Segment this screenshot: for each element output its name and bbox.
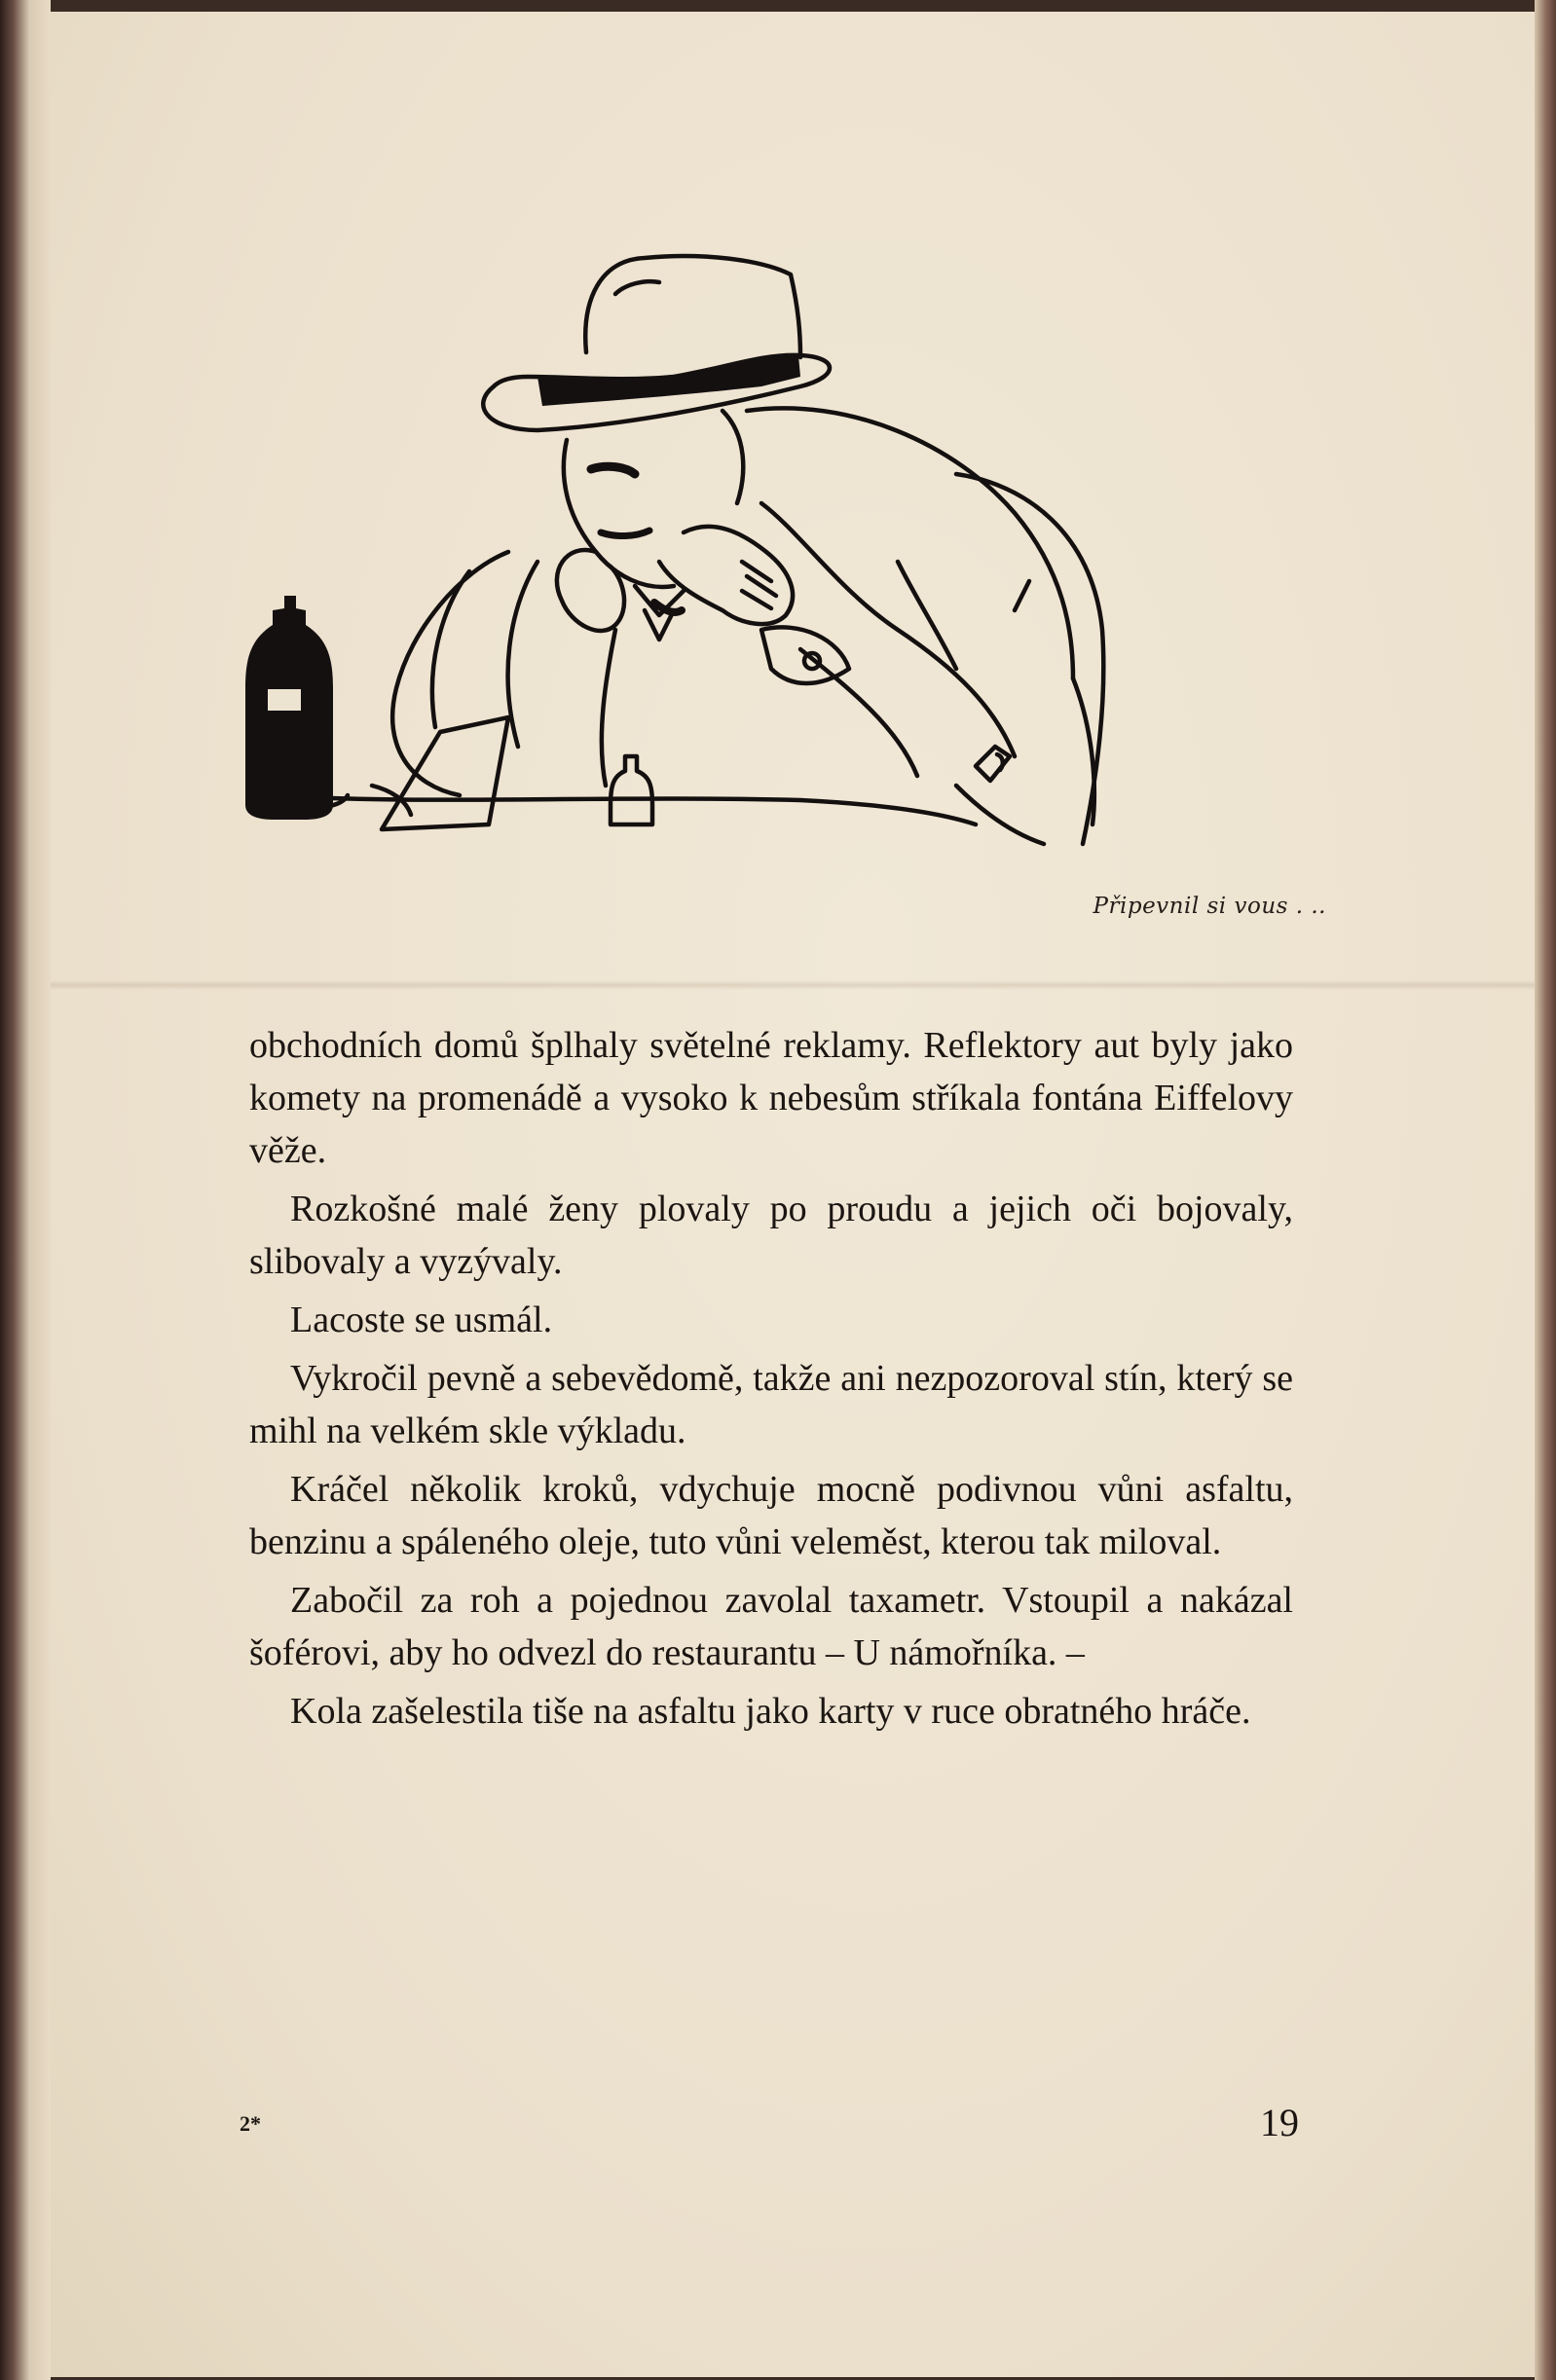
paragraph: obchodních domů šplhaly světelné reklamy. Reflektory aut byly jako komety na promenádě a vysoko k nebesům stříkala fontána Eiffelovy věže.	[249, 1025, 1293, 1171]
paragraph: Kráčel několik kroků, vdychuje mocně podivnou vůni asfaltu, benzinu a spáleného oleje, tuto vůni veleměst, kterou tak miloval.	[249, 1469, 1293, 1562]
page-number: 19	[1260, 2101, 1299, 2144]
book-page	[51, 12, 1535, 2377]
paragraph: Zabočil za roh a pojednou zavolal taxametr. Vstoupil a nakázal šoférovi, aby ho odvezl do restaurantu – U námořníka. –	[249, 1580, 1293, 1673]
illustration-caption: Připevnil si vous . ..	[1093, 894, 1326, 919]
man-in-hat-at-table-icon	[216, 240, 1336, 883]
paragraph: Kola zašelestila tiše na asfaltu jako karty v ruce obratného hráče.	[290, 1691, 1251, 1732]
book-spine-edge	[0, 0, 51, 2380]
page-fold-line	[51, 980, 1535, 990]
printer-signature-mark: 2*	[240, 2111, 261, 2136]
paragraph: Rozkošné malé ženy plovaly po proudu a jejich oči bojovaly, slibovaly a vyzývaly.	[249, 1189, 1293, 1282]
body-text	[249, 1019, 1293, 1743]
paragraph: Lacoste se usmál.	[290, 1300, 553, 1340]
paragraph: Vykročil pevně a sebevědomě, takže ani nezpozoroval stín, který se mihl na velkém skle výkladu.	[249, 1358, 1293, 1451]
page-edge-right	[1535, 0, 1556, 2380]
